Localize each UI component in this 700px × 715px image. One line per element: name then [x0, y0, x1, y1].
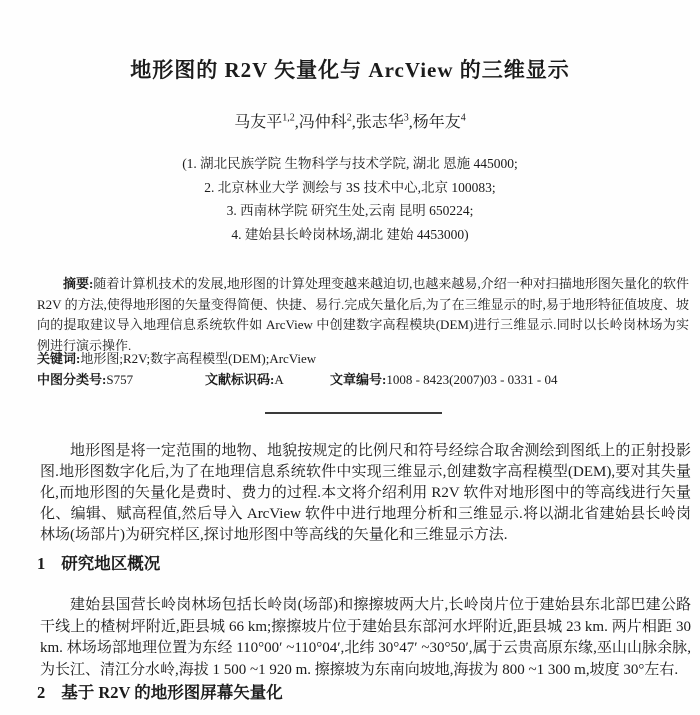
- page-title: 地形图的 R2V 矢量化与 ArcView 的三维显示: [130, 58, 570, 83]
- clc-number: [37, 369, 133, 388]
- clc-value: S757: [106, 372, 134, 387]
- affiliation-line: (1. 湖北民族学院 生物科学与技术学院, 湖北 恩施 445000;: [182, 156, 518, 171]
- keywords-text: 地形图;R2V;数字高程模型(DEM);ArcView: [80, 351, 317, 366]
- authors-line: [0, 109, 700, 132]
- author: [234, 114, 299, 131]
- author-name: 张志华: [355, 114, 404, 131]
- section-2-title: 基于 R2V 的地形图屏幕矢量化: [61, 683, 283, 702]
- keywords-label: 关键词:: [37, 351, 81, 366]
- author: [299, 114, 356, 131]
- author-separator: ,: [408, 114, 413, 131]
- author-affil-superscript: 4: [460, 112, 466, 124]
- author-name: 冯仲科: [298, 114, 347, 131]
- section-1-paragraph: 建始县国营长岭岗林场包括长岭岗(场部)和擦擦坡两大片,长岭岗片位于建始县东北部巴建公路干线上的楂树坪附近,距县城 66 km;擦擦坡片位于建始县东部河水坪附近,距县城 23 km. 两片相距 30 km. 林场场部地理位置为东经 110°00′ ~110°04′,北纬 30°47′ ~30°50′,属于云贵高原东缘,巫山山脉余脉,为长江、清江分水岭,海拔 1 500 ~1 920 m. 擦擦坡为东南向坡地,海拔为 800 ~1 300 m,坡度 30°左右.: [40, 597, 691, 678]
- meta-line: [0, 369, 700, 387]
- author-affil-superscript: 2: [346, 112, 352, 124]
- document-code: [205, 369, 284, 388]
- section-1-title: 研究地区概况: [61, 554, 161, 573]
- article-id-value: 1008 - 8423(2007)03 - 0331 - 04: [386, 372, 558, 387]
- author-separator: ,: [294, 114, 299, 131]
- affiliation-line: 4. 建始县长岭岗林场,湖北 建始 4453000): [231, 226, 469, 242]
- article-id: [330, 369, 558, 388]
- author-name: 马友平: [234, 114, 283, 131]
- keywords-line: [37, 348, 689, 367]
- author-affil-superscript: 3: [403, 112, 409, 124]
- author-name: 杨年友: [412, 114, 461, 131]
- affiliation-line: 2. 北京林业大学 测绘与 3S 技术中心,北京 100083;: [204, 179, 496, 195]
- affiliation-line: 3. 西南林学院 研究生处,云南 昆明 650224;: [226, 203, 474, 218]
- section-1-heading: [37, 550, 160, 574]
- section-1-number: 1: [37, 554, 46, 573]
- section-2-heading: [37, 679, 283, 703]
- clc-label: 中图分类号:: [37, 372, 107, 387]
- affiliations-block: [0, 152, 700, 246]
- section-2-number: 2: [37, 683, 46, 702]
- abstract-label: 摘要:: [63, 276, 94, 291]
- author-affil-superscript: 1,2: [282, 112, 295, 124]
- divider-rule: [265, 412, 442, 414]
- author: [413, 114, 466, 131]
- document-code-value: A: [274, 372, 284, 387]
- intro-paragraph: 地形图是将一定范围的地物、地貌按规定的比例尺和符号经综合取舍测绘到图纸上的正射投影图.地形图数字化后,为了在地理信息系统软件中实现三维显示,创建数字高程模型(DEM),要对其失量化,而地形图的矢量化是费时、费力的过程.本文将介绍利用 R2V 软件对地形图中的等高线进行矢量化、编辑、赋高程值,然后导入 ArcView 软件中进行地理分析和三维显示.将以湖北省建始县长岭岗林场(场部片)为研究样区,探讨地形图中等高线的矢量化和三维显示方法.: [40, 443, 691, 543]
- author: [356, 114, 413, 131]
- author-separator: ,: [351, 114, 356, 131]
- document-code-label: 文献标识码:: [205, 372, 275, 387]
- abstract-paragraph: [37, 274, 689, 356]
- abstract-text: 随着计算机技术的发展,地形图的计算处理变越来越迫切,也越来越易,介绍一种对扫描地形图矢量化的软件 R2V 的方法,使得地形图的矢量变得简便、快捷、易行.完成矢量化后,为了在三维显示的时,易于地形特征值坡度、坡向的提取建议导入地理信息系统软件如 ArcView 中创建数字高程模块(DEM)进行三维显示.同时以长岭岗林场为实例进行演示操作.: [37, 276, 689, 353]
- article-id-label: 文章编号:: [330, 372, 387, 387]
